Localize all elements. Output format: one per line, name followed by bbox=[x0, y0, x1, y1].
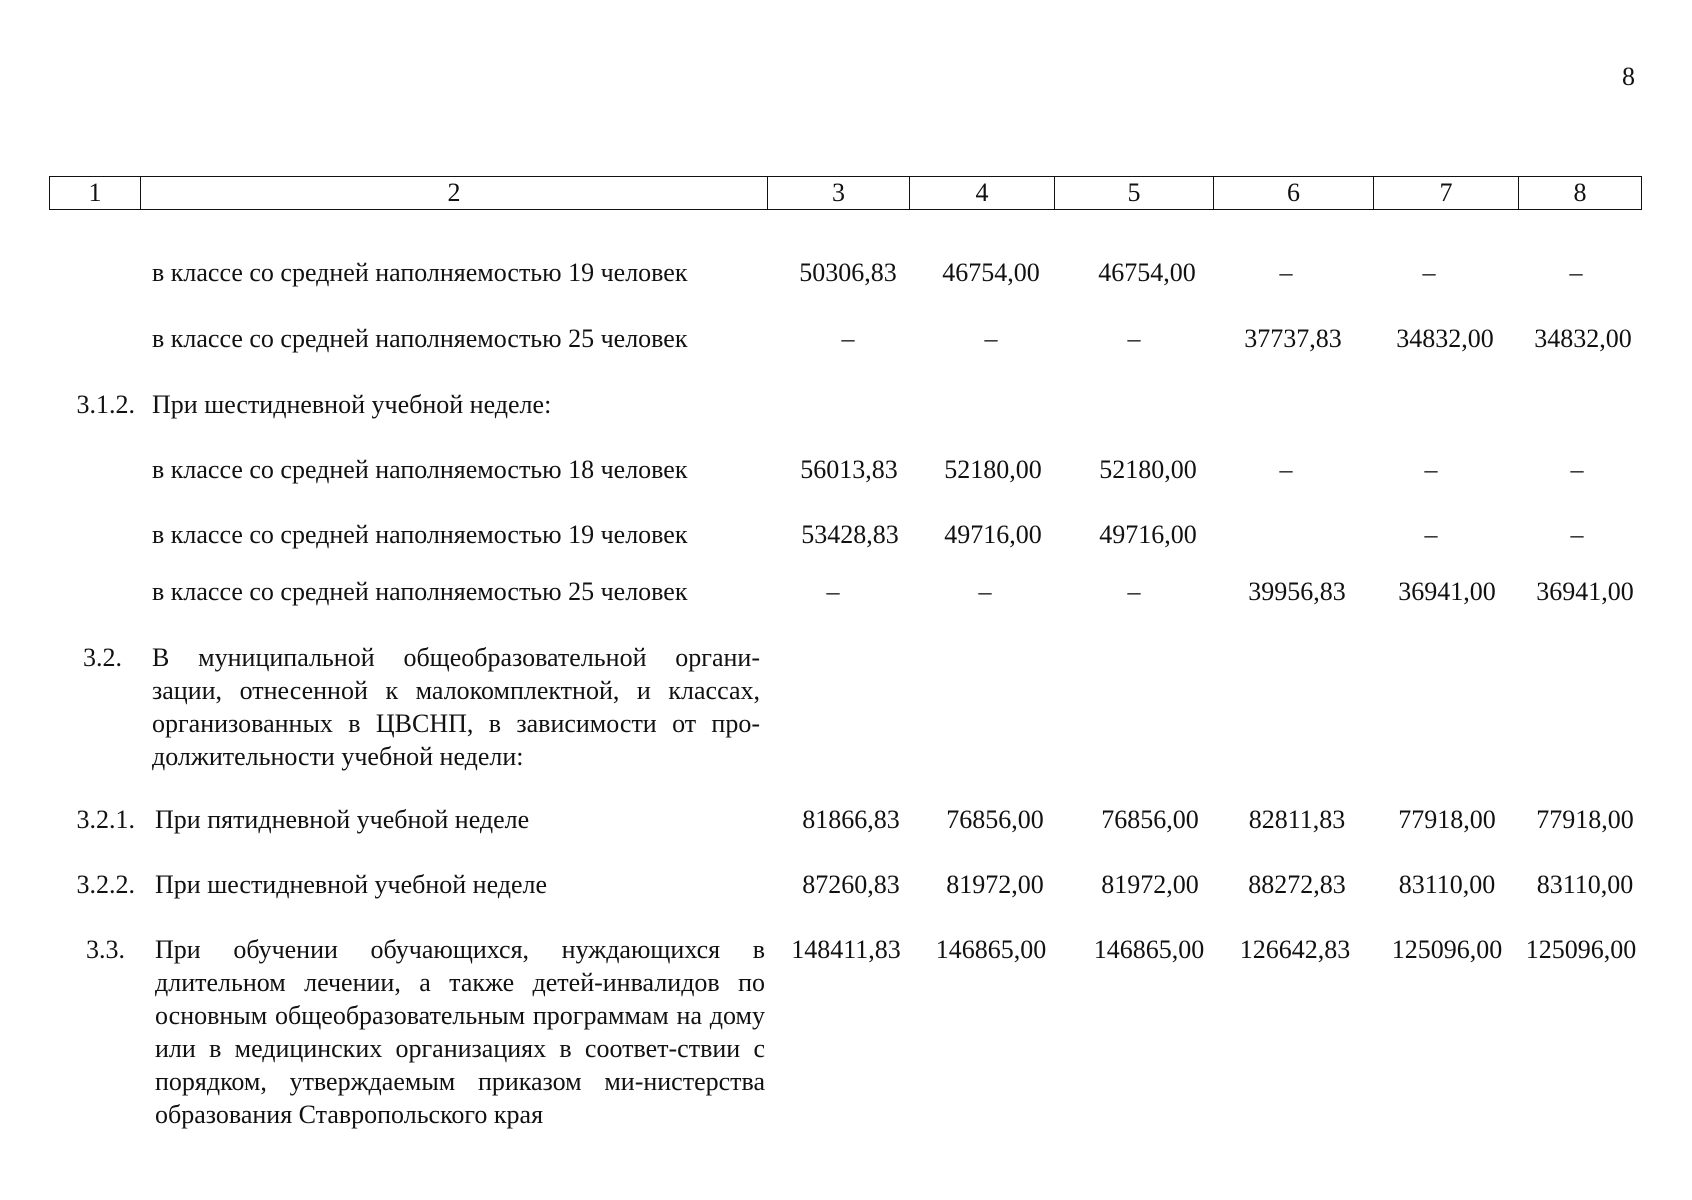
row-value-col4: 49716,00 bbox=[944, 520, 1042, 549]
row-value-col4: – bbox=[978, 577, 992, 606]
row-code: 3.2.1. bbox=[76, 805, 135, 834]
row-value-col6: – bbox=[1279, 455, 1293, 484]
row-value-col3: 87260,83 bbox=[802, 870, 900, 899]
row-value-col4: – bbox=[984, 324, 998, 353]
row-text: в классе со средней наполняемостью 18 человек bbox=[152, 455, 688, 484]
header-col-6: 6 bbox=[1214, 177, 1374, 210]
row-code: 3.2. bbox=[83, 643, 122, 672]
row-value-col3: 50306,83 bbox=[799, 258, 897, 287]
row-text: При пятидневной учебной неделе bbox=[155, 805, 530, 834]
row-value-col5: 49716,00 bbox=[1099, 520, 1197, 549]
row-value-col5: 81972,00 bbox=[1101, 870, 1199, 899]
row-text: При шестидневной учебной неделе bbox=[155, 870, 548, 899]
row-value-col4: 46754,00 bbox=[942, 258, 1040, 287]
row-value-col4: 146865,00 bbox=[935, 935, 1047, 964]
row-value-col8: – bbox=[1570, 455, 1584, 484]
row-value-col6: 82811,83 bbox=[1248, 805, 1346, 834]
row-value-col5: 146865,00 bbox=[1093, 935, 1205, 964]
row-value-col7: 34832,00 bbox=[1396, 324, 1494, 353]
row-value-col3: – bbox=[826, 577, 840, 606]
row-value-col5: 52180,00 bbox=[1099, 455, 1197, 484]
row-value-col8: 83110,00 bbox=[1536, 870, 1634, 899]
row-text: в классе со средней наполняемостью 25 человек bbox=[152, 324, 688, 353]
row-value-col3: 81866,83 bbox=[802, 805, 900, 834]
row-value-col8: 77918,00 bbox=[1536, 805, 1634, 834]
row-value-col5: – bbox=[1127, 324, 1141, 353]
row-value-col8: 36941,00 bbox=[1536, 577, 1634, 606]
row-value-col8: 125096,00 bbox=[1525, 935, 1637, 964]
row-value-col6: 88272,83 bbox=[1248, 870, 1346, 899]
header-col-4: 4 bbox=[910, 177, 1055, 210]
row-code: 3.2.2. bbox=[76, 870, 135, 899]
row-text: При шестидневной учебной неделе: bbox=[152, 390, 552, 419]
row-value-col5: 76856,00 bbox=[1101, 805, 1199, 834]
row-value-col8: 34832,00 bbox=[1534, 324, 1632, 353]
row-text: При обучении обучающихся, нуждающихся в длительном лечении, а также детей-инвалидов по основным общеобразовательным программам на дому или в медицинских организациях в соответ-ствии с порядком, утверждаемым приказом ми-нистерства образования Ставропольского края bbox=[155, 935, 765, 1129]
row-value-col6: 126642,83 bbox=[1239, 935, 1351, 964]
row-value-col8: – bbox=[1570, 520, 1584, 549]
row-text: В муниципальной общеобразовательной органи-зации, отнесенной к малокомплектной, и классах, организованных в ЦВСНП, в зависимости от про-должительности учебной недели: bbox=[152, 643, 760, 771]
row-value-col6: 39956,83 bbox=[1248, 577, 1346, 606]
page-number: 8 bbox=[1622, 62, 1635, 91]
header-col-2: 2 bbox=[141, 177, 768, 210]
row-value-col5: – bbox=[1127, 577, 1141, 606]
row-value-col4: 52180,00 bbox=[944, 455, 1042, 484]
row-value-col7: 83110,00 bbox=[1398, 870, 1496, 899]
row-code: 3.3. bbox=[86, 935, 125, 964]
header-col-5: 5 bbox=[1055, 177, 1214, 210]
row-value-col7: – bbox=[1424, 520, 1438, 549]
row-value-col7: 125096,00 bbox=[1391, 935, 1503, 964]
row-value-col7: 36941,00 bbox=[1398, 577, 1496, 606]
row-code: 3.1.2. bbox=[76, 390, 135, 419]
row-value-col6: – bbox=[1279, 258, 1293, 287]
row-text: в классе со средней наполняемостью 19 человек bbox=[152, 520, 688, 549]
row-value-col7: – bbox=[1422, 258, 1436, 287]
header-col-7: 7 bbox=[1374, 177, 1519, 210]
row-value-col5: 46754,00 bbox=[1098, 258, 1196, 287]
row-value-col3: 56013,83 bbox=[800, 455, 898, 484]
row-text: в классе со средней наполняемостью 19 человек bbox=[152, 258, 688, 287]
row-text: в классе со средней наполняемостью 25 человек bbox=[152, 577, 688, 606]
row-value-col4: 76856,00 bbox=[946, 805, 1044, 834]
row-value-col6: 37737,83 bbox=[1244, 324, 1342, 353]
row-value-col7: 77918,00 bbox=[1398, 805, 1496, 834]
row-value-col7: – bbox=[1424, 455, 1438, 484]
row-value-col4: 81972,00 bbox=[946, 870, 1044, 899]
row-value-col3: – bbox=[841, 324, 855, 353]
header-col-8: 8 bbox=[1519, 177, 1642, 210]
header-col-1: 1 bbox=[50, 177, 141, 210]
row-value-col3: 148411,83 bbox=[791, 935, 901, 964]
row-value-col3: 53428,83 bbox=[801, 520, 899, 549]
row-value-col8: – bbox=[1569, 258, 1583, 287]
header-col-3: 3 bbox=[768, 177, 910, 210]
